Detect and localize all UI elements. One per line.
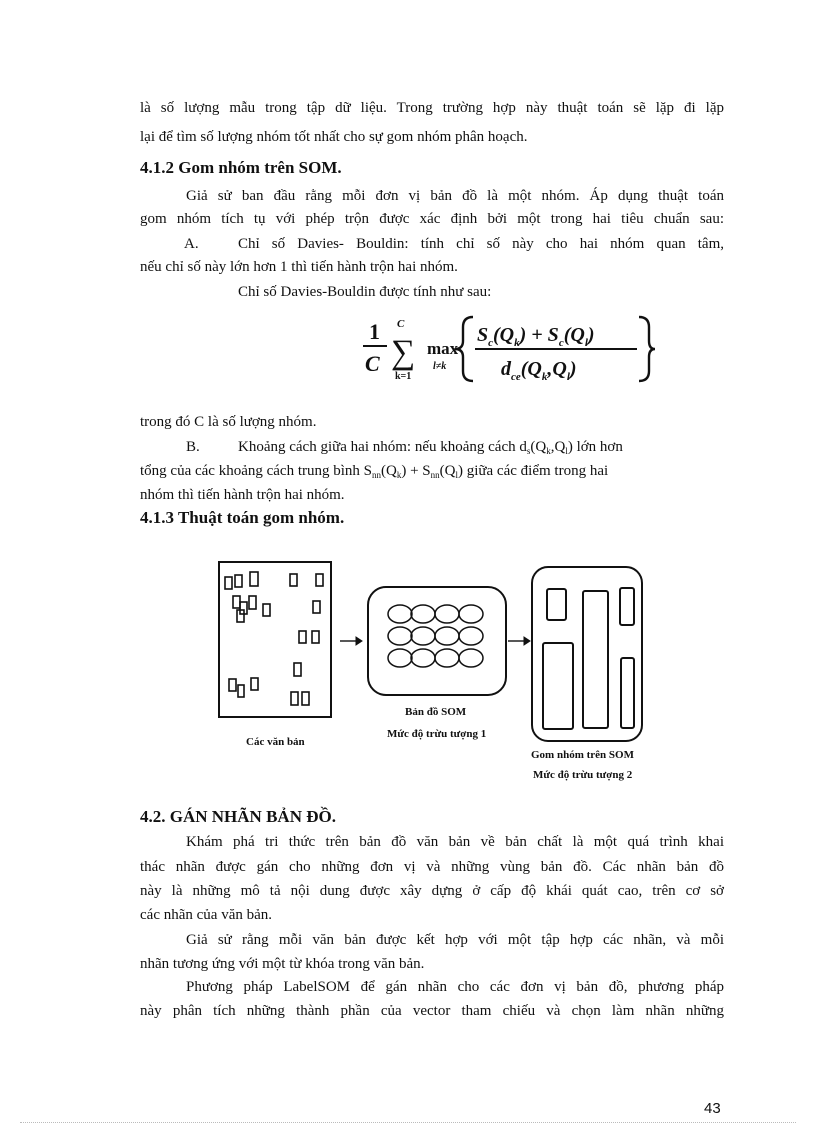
b-text-part: (Q [530,439,547,455]
paragraph-line: Giả sử ban đầu rằng mỗi đơn vị bản đồ là một nhóm. Áp dụng thuật toán [186,188,724,204]
section-heading-4-1-3: 4.1.3 Thuật toán gom nhóm. [140,508,345,527]
subscript: s [526,446,531,456]
frac-numerator: 1 [369,319,380,344]
paragraph-line: nếu chỉ số này lớn hơn 1 thì tiến hành trộn hai nhóm. [140,259,458,275]
caption-cluster-som: Gom nhóm trên SOM [531,749,634,761]
b2-part: tổng của các khoảng cách trung bình S [140,463,373,479]
paragraph-line: Khám phá tri thức trên bản đồ văn bản về bản chất là một quá trình khai [186,834,724,850]
paragraph-line: Giả sử rằng mỗi văn bản được kết hợp với một tập hợp các nhãn, và mỗi [186,932,724,948]
paragraph-line: nhãn tương ứng với một từ khóa trong văn bản. [140,956,425,972]
subscript: l [455,470,458,480]
paragraph-line: này phân tích những thành phần của vector tham chiếu và chọn làm nhãn những [140,1003,724,1019]
b2-part: (Q [439,463,456,479]
paragraph-line: lại để tìm số lượng nhóm tốt nhất cho sự gom nhóm phân hoạch. [140,129,528,145]
b-text-part: ,Q [550,439,566,455]
paragraph-line: nhóm thì tiến hành trộn hai nhóm. [140,487,345,503]
paragraph-line: trong đó C là số lượng nhóm. [140,414,317,430]
cluster-map-box [532,567,642,741]
sum-lower: k=1 [395,371,412,382]
max-operator: max [427,339,459,358]
b2-part: ) + S [401,463,431,479]
caption-abstraction-2: Mức độ trừu tượng 2 [533,769,633,781]
caption-som-map: Bản đồ SOM [405,706,467,718]
subscript: k [396,470,402,480]
section-heading-4-2: 4.2. GÁN NHÃN BẢN ĐỒ. [140,807,336,826]
documents-box [219,562,331,717]
paragraph-line: Chỉ số Davies-Bouldin được tính như sau: [238,284,492,300]
sum-upper: C [397,318,405,330]
paragraph-line: Phương pháp LabelSOM để gán nhãn cho các đơn vị bản đồ, phương pháp [186,979,724,995]
document-icons [225,572,323,705]
caption-documents: Các văn bản [246,736,305,748]
b-text-part: ) lớn hơn [567,439,623,455]
frac-denominator: C [365,351,380,376]
list-marker-b: B. [186,439,200,455]
subscript: l [565,446,568,456]
paragraph-line: là số lượng mẫu trong tập dữ liệu. Trong trường hợp này thuật toán sẽ lặp đi lặp [140,100,724,116]
b2-part: ) giữa các điểm trong hai [457,463,609,479]
som-units [388,605,483,667]
list-item-a-text: Chỉ số Davies- Bouldin: tính chỉ số này cho hai nhóm quan tâm, [238,236,724,252]
sum-symbol: ∑ [391,334,416,371]
caption-abstraction-1: Mức độ trừu tượng 1 [387,728,487,740]
subscript: nn [430,470,440,480]
inner-denominator: $d_{ce}(Q_k,Q_l)$ [501,358,577,383]
b2-part: (Q [381,463,397,479]
subscript: nn [372,470,382,480]
inner-numerator: $S_c(Q_k) + S_c(Q_l)$ [477,324,595,349]
paragraph-line: gom nhóm tích tụ với phép trộn được xác định bởi một trong hai tiêu chuẩn sau: [140,211,724,227]
paragraph-line: các nhãn của văn bản. [140,907,273,923]
subscript: k [546,446,551,456]
page-number: 43 [704,1100,721,1117]
list-marker-a: A. [184,236,199,252]
max-subscript: l≠k [433,361,447,372]
cluster-regions [543,588,634,729]
section-heading-4-1-2: 4.1.2 Gom nhóm trên SOM. [140,158,342,177]
paragraph-line: thác nhãn được gán cho những đơn vị và những vùng bản đồ. Các nhãn bản đồ [140,859,724,875]
b-text-part: Khoảng cách giữa hai nhóm: nếu khoảng cách d [238,439,527,455]
paragraph-line: này là những mô tả nội dung được xây dựng ở cấp độ khái quát cao, trên cơ sở [140,883,724,899]
